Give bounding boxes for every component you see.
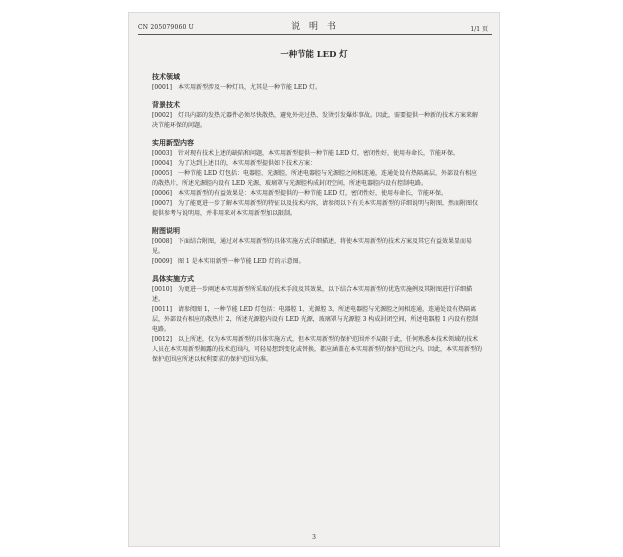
paragraph-number: [0002] <box>152 112 172 119</box>
page-number: 3 <box>312 534 316 541</box>
page-header <box>138 18 492 35</box>
section-heading: 具体实施方式 <box>152 274 194 283</box>
paragraph-number: [0007] <box>152 200 172 207</box>
paragraph-text: 本实用新型涉及一种灯具，尤其是一种节能 LED 灯。 <box>177 84 321 91</box>
paragraph <box>152 305 482 335</box>
section-heading: 附图说明 <box>152 226 180 235</box>
section-heading: 实用新型内容 <box>152 138 194 147</box>
paragraph-text: 灯具内部的发热元器件必须尽快散热，避免外壳过热、发烫引发爆炸事故。因此，需要提供一种新的技术方案来解决节能环保的问题。 <box>152 112 478 129</box>
document-body <box>152 72 482 365</box>
paragraph <box>152 159 482 169</box>
paragraph-text: 为了能更进一步了解本实用新型的特征以及技术内容，请参阅以下有关本实用新型的详细说明与附图，然而附图仅提供参考与说明用，并非用来对本实用新型加以限制。 <box>152 200 478 217</box>
paragraph-text: 以上所述，仅为本实用新型的具体实施方式，但本实用新型的保护范围并不局限于此，任何熟悉本技术领域的技术人员在本实用新型揭露的技术范围内，可轻易想到变化或替换，都应涵盖在本实用新型的保护范围之内。因此，本实用新型的保护范围应所述以权利要求的保护范围为准。 <box>152 336 483 363</box>
paragraph-number: [0012] <box>152 336 172 343</box>
paragraph-number: [0005] <box>152 170 172 177</box>
paragraph <box>152 149 482 159</box>
paragraph <box>152 169 482 189</box>
paragraph-number: [0010] <box>152 286 172 293</box>
paragraph-text: 请参阅图 1，一种节能 LED 灯包括：电器腔 1、光源腔 3，所述电器腔与光源腔之间相连通，连通处设有热隔离层，外部设有相应的散热片 2，所述光源腔内设有 LED 光源，玻璃罩与光源腔 3 构成封闭空间，所述电器腔 1 内设有控制电路。 <box>152 306 478 333</box>
paragraph-text: 为更进一步阐述本实用新型所采取的技术手段及其效果，以下结合本实用新型的优选实施例及其附图进行详细描述。 <box>152 286 472 303</box>
paragraph-number: [0006] <box>152 190 172 197</box>
paragraph-text: 针对现有技术上述的缺陷和问题，本实用新型提供一种节能 LED 灯，密闭性好，使用寿命长，节能环保。 <box>177 150 459 157</box>
paragraph <box>152 257 482 267</box>
paragraph <box>152 199 482 219</box>
paragraph-number: [0003] <box>152 150 172 157</box>
paragraph-number: [0001] <box>152 84 172 91</box>
paragraph <box>152 189 482 199</box>
paragraph-number: [0008] <box>152 238 172 245</box>
paragraph <box>152 83 482 93</box>
paragraph-text: 本实用新型的有益效果是：本实用新型提供的一种节能 LED 灯，密闭性好，使用寿命长，节能环保。 <box>177 190 447 197</box>
publication-number: CN 205079060 U <box>138 24 194 31</box>
section-heading: 技术领域 <box>152 72 180 81</box>
paragraph <box>152 111 482 131</box>
section-heading: 背景技术 <box>152 100 180 109</box>
header-title: 说 明 书 <box>291 22 339 32</box>
paragraph <box>152 285 482 305</box>
paragraph-text: 图 1 是本实用新型一种节能 LED 灯的示意图。 <box>177 258 305 265</box>
paragraph <box>152 237 482 257</box>
paragraph-number: [0009] <box>152 258 172 265</box>
paragraph-text: 下面结合附图，通过对本实用新型的具体实施方式详细描述，将使本实用新型的技术方案及其它有益效果显而易见。 <box>152 238 472 255</box>
paragraph-number: [0004] <box>152 160 172 167</box>
document-title: 一种节能 LED 灯 <box>280 49 348 59</box>
header-page: 1/1 页 <box>470 26 488 33</box>
document-page <box>128 12 500 547</box>
paragraph-text: 一种节能 LED 灯包括：电器腔、光源腔，所述电器腔与光源腔之间相连通，连通处设有热隔离层，外部设有相应的散热片，所述光源腔内设有 LED 光源，玻璃罩与光源腔构成封闭空间，所述电器腔内设有控制电路。 <box>152 170 477 187</box>
paragraph <box>152 335 482 365</box>
paragraph-text: 为了达到上述目的，本实用新型提供如下技术方案： <box>177 160 316 167</box>
paragraph-number: [0011] <box>152 306 172 313</box>
